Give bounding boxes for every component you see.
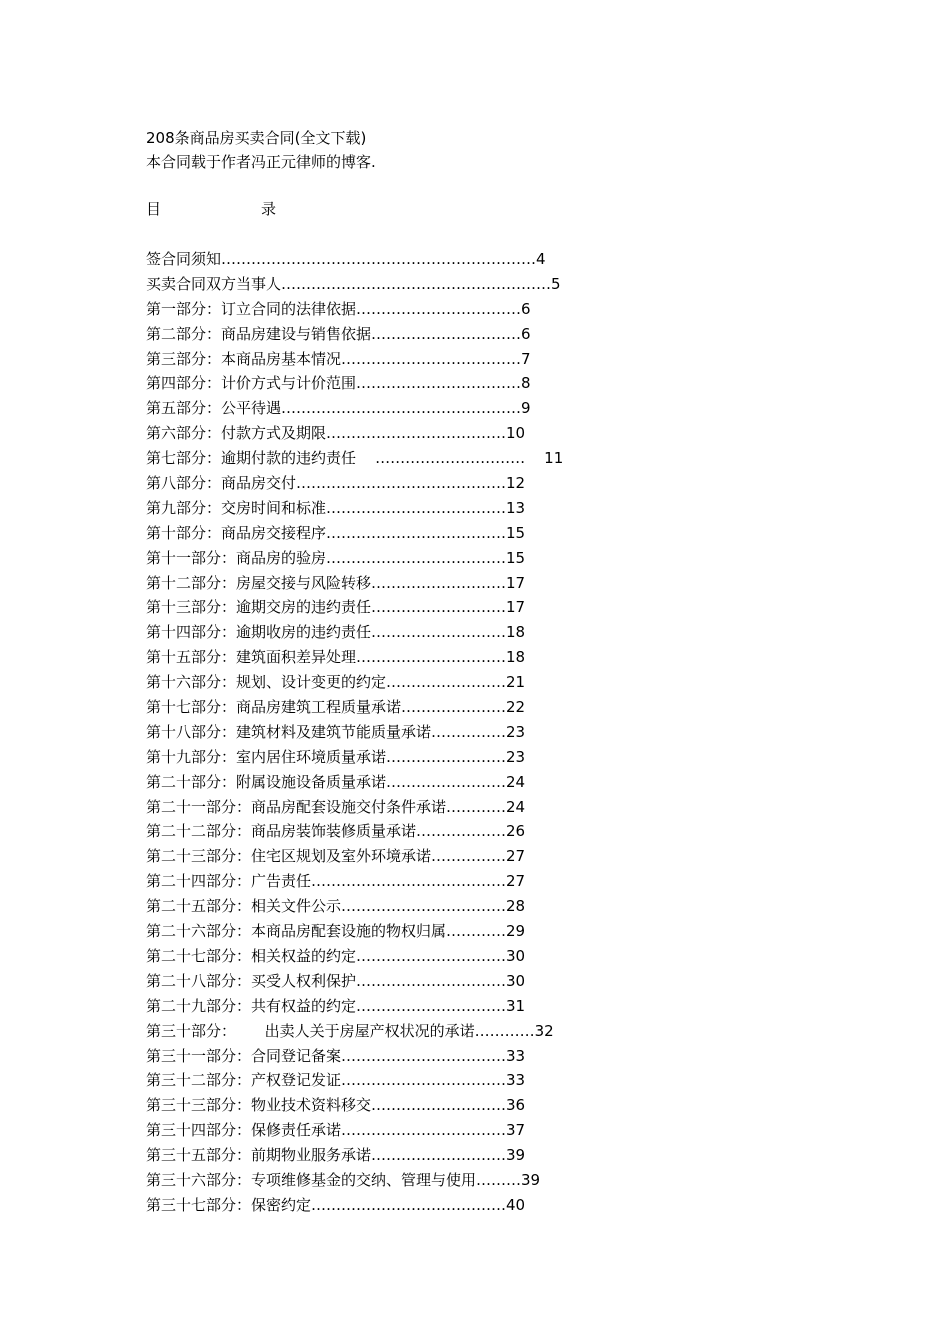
toc-entry <box>146 1193 766 1218</box>
toc-entry-text: 第二十一部分：商品房配套设施交付条件承诺…………24 <box>146 797 526 816</box>
toc-entry <box>146 919 766 944</box>
toc-entry-text: 第二十二部分：商品房装饰装修质量承诺………………26 <box>146 822 526 841</box>
toc-entry-text: 第二十八部分：买受人权利保护…………………………30 <box>146 971 526 990</box>
toc-heading-left: 目 <box>146 200 162 218</box>
toc-entry <box>146 720 766 745</box>
toc-entry <box>146 1068 766 1093</box>
toc-entry <box>146 595 766 620</box>
toc-entry <box>146 471 766 496</box>
toc-entry-text: 第三十部分： 出卖人关于房屋产权状况的承诺…………32 <box>146 1021 554 1040</box>
toc-entry <box>146 894 766 919</box>
toc-entry-text: 签合同须知………………………………………………………4 <box>146 250 546 268</box>
toc-entry-text: 第三部分：本商品房基本情况………………………………7 <box>146 349 531 368</box>
toc-entry-text: 第二十部分：附属设施设备质量承诺……………………24 <box>146 772 526 791</box>
toc-entry-text: 第二十六部分：本商品房配套设施的物权归属…………29 <box>146 922 526 941</box>
toc-entry-text: 第十七部分：商品房建筑工程质量承诺…………………22 <box>146 698 526 717</box>
toc-entry-text: 第十三部分：逾期交房的违约责任………………………17 <box>146 598 526 617</box>
toc-entry <box>146 571 766 596</box>
toc-entry-text: 第三十四部分：保修责任承诺……………………………37 <box>146 1121 526 1140</box>
toc-entry-text: 第六部分：付款方式及期限………………………………10 <box>146 424 526 443</box>
toc-entry <box>146 1044 766 1069</box>
toc-entry-text: 第十八部分：建筑材料及建筑节能质量承诺……………23 <box>146 722 526 741</box>
toc-entry <box>146 795 766 820</box>
toc-entry <box>146 695 766 720</box>
toc-entry <box>146 844 766 869</box>
toc-entry-text: 第三十五部分：前期物业服务承诺………………………39 <box>146 1146 526 1165</box>
toc-heading <box>146 197 766 221</box>
document-subtitle: 本合同载于作者冯正元律师的博客. <box>146 153 376 171</box>
toc-entry <box>146 645 766 670</box>
toc-entry <box>146 546 766 571</box>
toc-heading-right: 录 <box>261 200 277 218</box>
toc-entry <box>146 396 766 421</box>
toc-entry-text: 第二十三部分：住宅区规划及室外环境承诺……………27 <box>146 847 526 866</box>
toc-entry <box>146 297 766 322</box>
toc-entry <box>146 347 766 372</box>
toc-entry-text: 第十九部分：室内居住环境质量承诺……………………23 <box>146 747 526 766</box>
toc-entry <box>146 670 766 695</box>
toc-entry-text: 第二十九部分：共有权益的约定…………………………31 <box>146 996 526 1015</box>
toc-entry-text: 第十二部分：房屋交接与风险转移………………………17 <box>146 573 526 592</box>
toc-entry <box>146 446 766 471</box>
toc-entry-text: 第九部分：交房时间和标准………………………………13 <box>146 498 526 517</box>
toc-entry <box>146 819 766 844</box>
toc-entry-text: 第十一部分：商品房的验房………………………………15 <box>146 548 526 567</box>
toc-entry-text: 买卖合同双方当事人………………………………………………5 <box>146 274 561 293</box>
toc-entry-text: 第三十二部分：产权登记发证……………………………33 <box>146 1071 526 1090</box>
toc-entry-text: 第八部分：商品房交付……………………………………12 <box>146 474 526 493</box>
toc-entry <box>146 1118 766 1143</box>
toc-entry <box>146 1093 766 1118</box>
toc-entry-text: 第三十三部分：物业技术资料移交………………………36 <box>146 1096 526 1115</box>
toc-entry-text: 第十部分：商品房交接程序………………………………15 <box>146 523 526 542</box>
toc-entry-text: 第二十五部分：相关文件公示……………………………28 <box>146 897 526 916</box>
toc-entry <box>146 770 766 795</box>
document-title: 208条商品房买卖合同(全文下载) <box>146 129 367 147</box>
toc-entry-text: 第二十四部分：广告责任…………………………………27 <box>146 872 526 891</box>
toc-entry <box>146 521 766 546</box>
toc-entry-text: 第二十七部分：相关权益的约定…………………………30 <box>146 946 526 965</box>
toc-entry <box>146 496 766 521</box>
toc-entry-text: 第十五部分：建筑面积差异处理…………………………18 <box>146 648 526 667</box>
toc-entry <box>146 869 766 894</box>
toc-entry <box>146 969 766 994</box>
toc-entry-text: 第五部分：公平待遇…………………………………………9 <box>146 399 531 418</box>
toc-entry <box>146 994 766 1019</box>
toc-entry <box>146 1019 766 1044</box>
toc-entry <box>146 371 766 396</box>
toc-entry <box>146 421 766 446</box>
toc-entry <box>146 620 766 645</box>
toc-entry-text: 第一部分：订立合同的法律依据……………………………6 <box>146 299 531 318</box>
toc-entry <box>146 944 766 969</box>
toc-entry <box>146 247 766 272</box>
toc-entry <box>146 1143 766 1168</box>
toc-entry-text: 第四部分：计价方式与计价范围……………………………8 <box>146 374 531 393</box>
toc-entry-text: 第十四部分：逾期收房的违约责任………………………18 <box>146 623 526 642</box>
document-page <box>146 126 766 1218</box>
toc-entry <box>146 272 766 297</box>
toc-entry-text: 第三十七部分：保密约定…………………………………40 <box>146 1195 526 1214</box>
toc-entry-text: 第三十六部分：专项维修基金的交纳、管理与使用………39 <box>146 1170 541 1189</box>
toc-entry-text: 第三十一部分：合同登记备案……………………………33 <box>146 1046 526 1065</box>
toc-entry-text: 第十六部分：规划、设计变更的约定……………………21 <box>146 673 526 692</box>
toc-entry <box>146 1168 766 1193</box>
toc-entry <box>146 322 766 347</box>
toc-entry-text: 第七部分：逾期付款的违约责任 ………………………… 11 <box>146 449 564 468</box>
toc-entry-text: 第二部分：商品房建设与销售依据…………………………6 <box>146 324 531 343</box>
toc-entry <box>146 745 766 770</box>
table-of-contents <box>146 247 766 1218</box>
